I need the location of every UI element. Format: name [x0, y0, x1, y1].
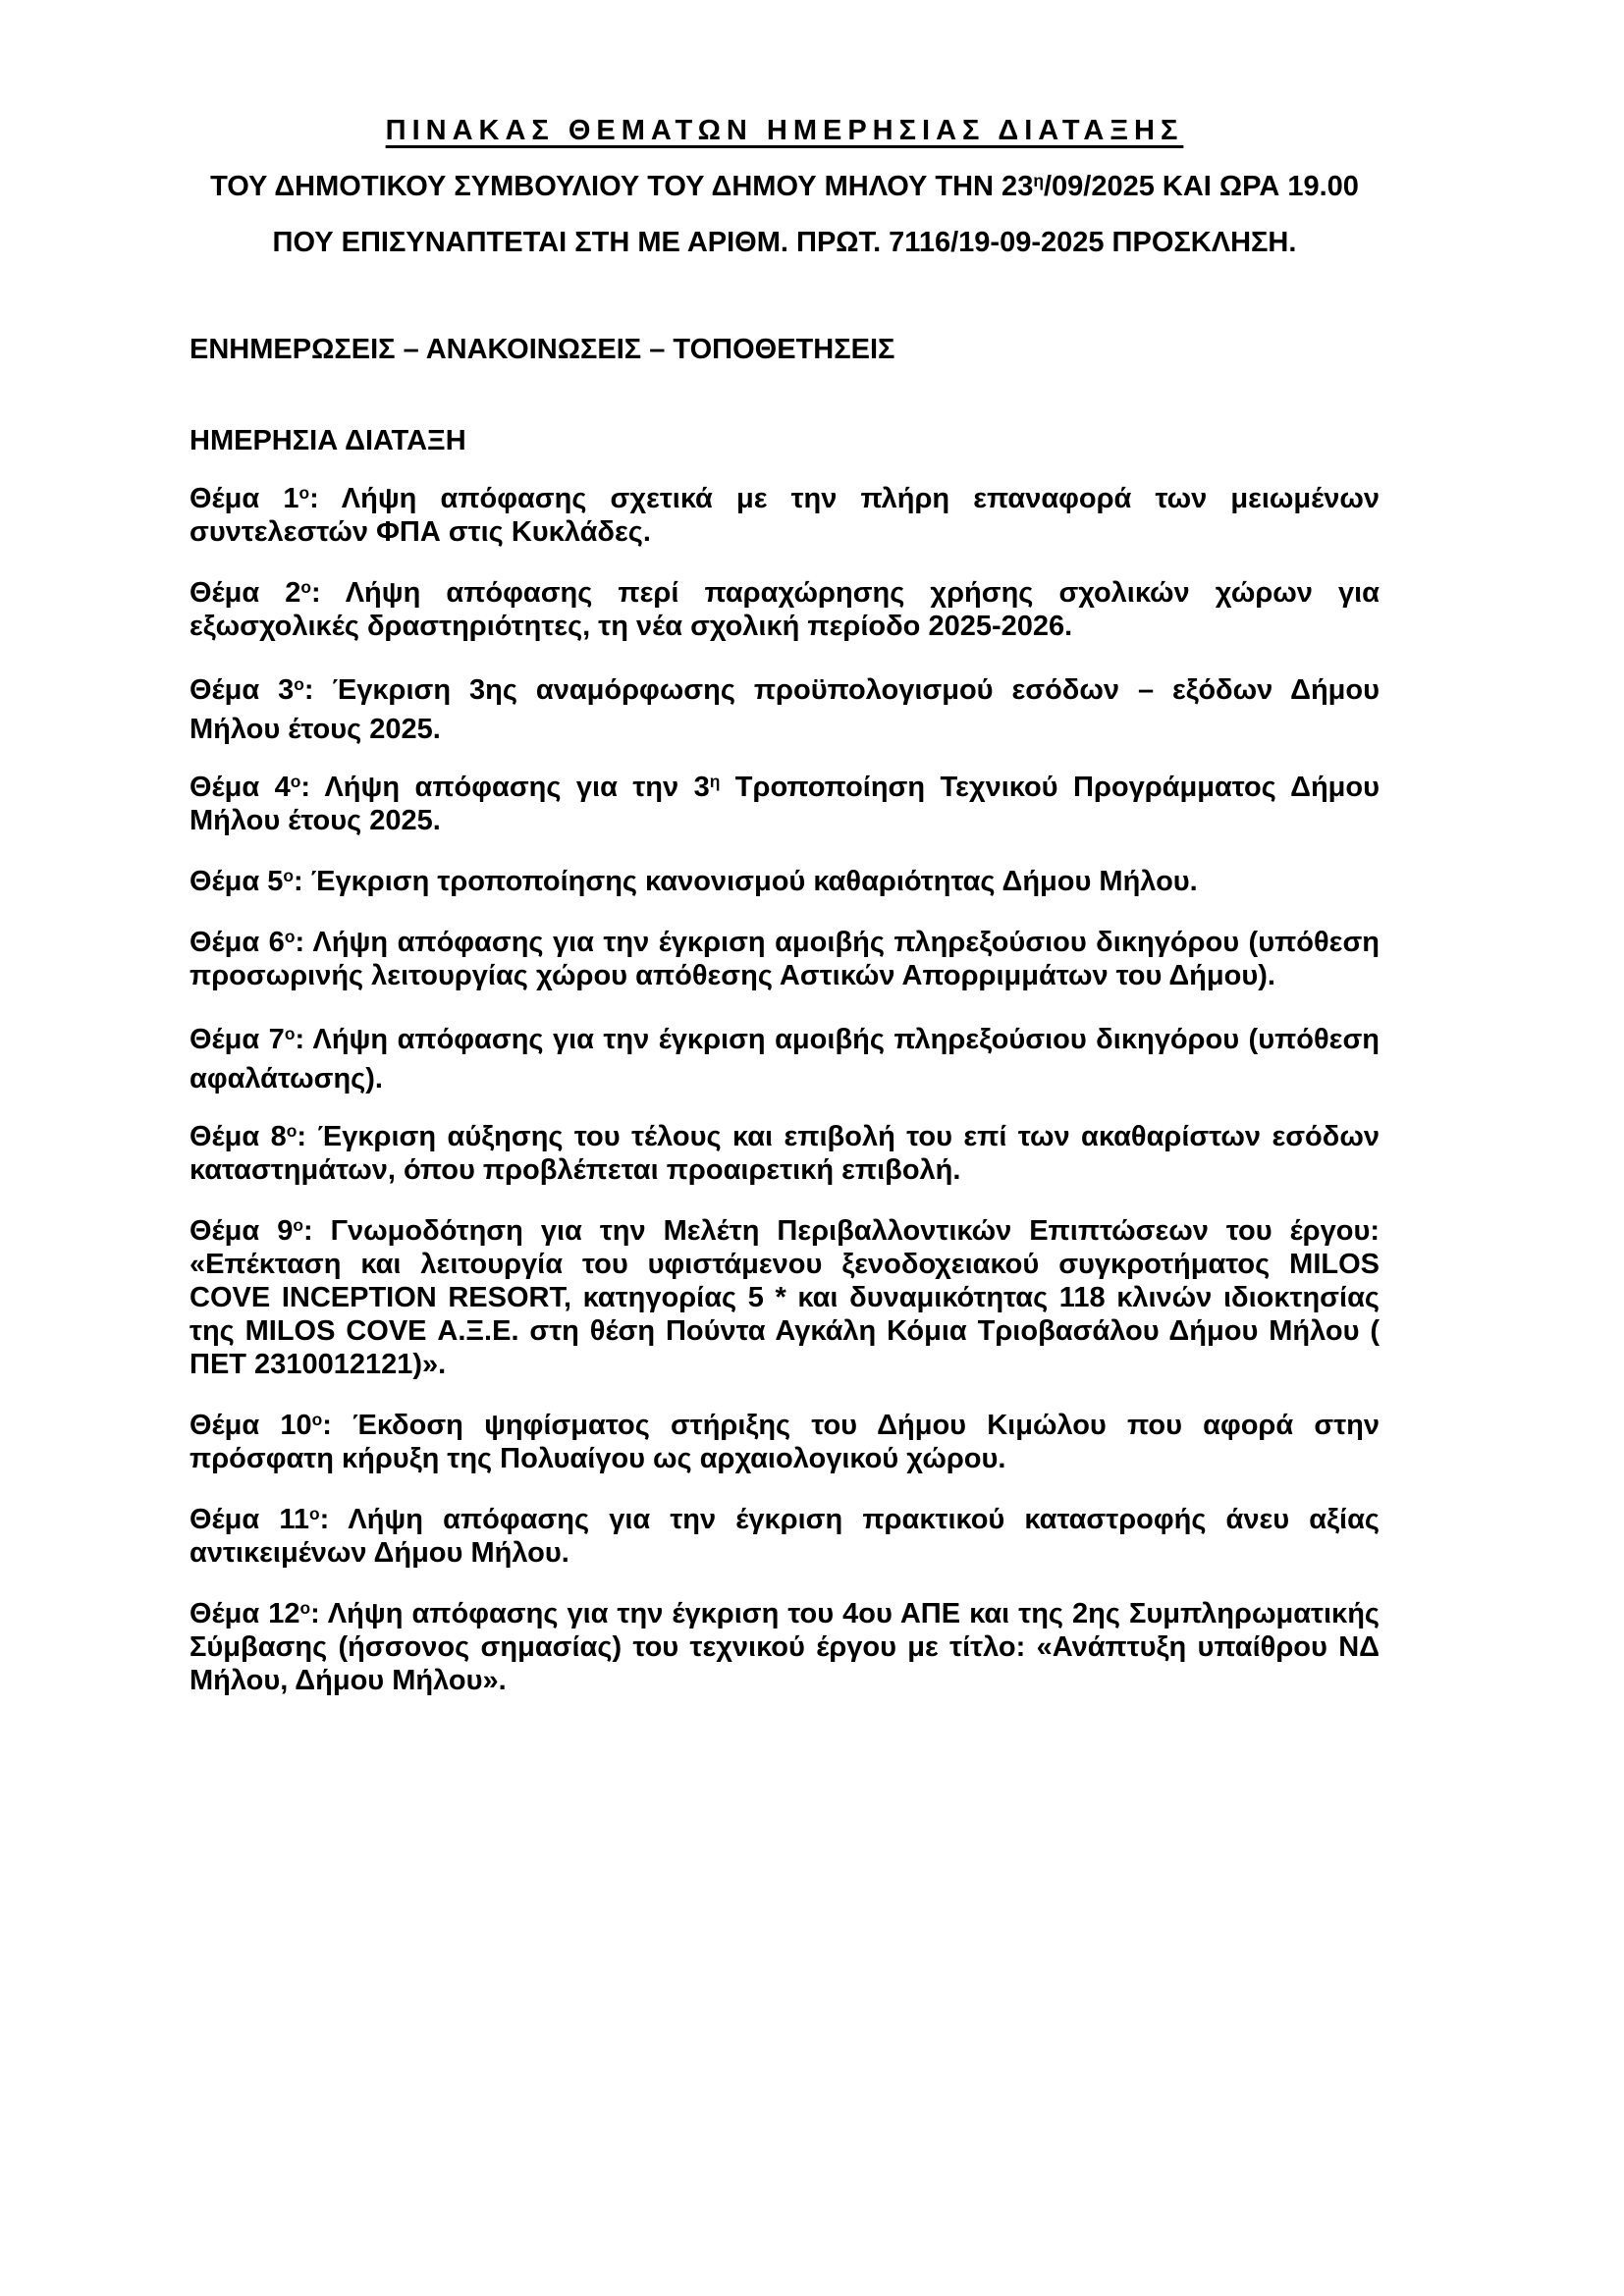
agenda-item-9: Θέμα $9^o$: Γνωμοδότηση για την Μελέτη Περιβαλλοντικών Επιπτώσεων του έργου: «Επέκταση και λειτουργία του υφιστάμενου ξενοδοχειακού συγκροτήματος MILOS COVE INCEPTION RESORT, κατηγορίας 5 * και δυναμικότητας 118 κλινών ιδιοκτησίας της MILOS COVE Α.Ξ.Ε. στη θέση Πούντα Αγκάλη Κόμια Τριοβασάλου Δήμου Μήλου ( ΠΕΤ 2310012121)».	[189, 1215, 1380, 1380]
agenda-item-2: Θέμα $2^o$: Λήψη απόφασης περί παραχώρησης χρήσης σχολικών χώρων για εξωσχολικές δραστηριότητες, τη νέα σχολική περίοδο 2025-2026.	[189, 577, 1380, 642]
protocol-reference-line: ΠΟΥ ΕΠΙΣΥΝΑΠΤΕΤΑΙ ΣΤΗ ΜΕ ΑΡΙΘΜ. ΠΡΩΤ. 7116/19-09-2025 ΠΡΟΣΚΛΗΣΗ.	[272, 227, 1297, 258]
meeting-info-line: ΤΟΥ ΔΗΜΟΤΙΚΟΥ ΣΥΜΒΟΥΛΙΟΥ ΤΟΥ ΔΗΜΟΥ ΜΗΛΟΥ ΤΗΝ $23^\eta/09/2025$ ΚΑΙ ΩΡΑ 19.00	[210, 171, 1359, 202]
agenda-item-6: Θέμα $6^o$: Λήψη απόφασης για την έγκριση αμοιβής πληρεξούσιου δικηγόρου (υπόθεση προσωρινής λειτουργίας χώρου απόθεσης Αστικών Απορριμμάτων του Δήμου).	[189, 927, 1380, 991]
section-header-announcements: ΕΝΗΜΕΡΩΣΕΙΣ – ΑΝΑΚΟΙΝΩΣΕΙΣ – ΤΟΠΟΘΕΤΗΣΕΙΣ	[189, 334, 895, 365]
agenda-item-12: Θέμα $12^o$: Λήψη απόφασης για την έγκριση του 4ου ΑΠΕ και της 2ης Συμπληρωματικής Σύμβασης (ήσσονος σημασίας) του τεχνικού έργου με τίτλο: «Ανάπτυξη υπαίθρου ΝΔ Μήλου, Δήμου Μήλου».	[189, 1598, 1380, 1696]
agenda-item-11: Θέμα $11^o$: Λήψη απόφασης για την έγκριση πρακτικού καταστροφής άνευ αξίας αντικειμένων Δήμου Μήλου.	[189, 1504, 1380, 1569]
document-title: ΠΙΝΑΚΑΣ ΘΕΜΑΤΩΝ ΗΜΕΡΗΣΙΑΣ ΔΙΑΤΑΞΗΣ	[385, 115, 1184, 146]
section-header-agenda: ΗΜΕΡΗΣΙΑ ΔΙΑΤΑΞΗ	[189, 425, 466, 456]
agenda-item-10: Θέμα $10^o$: Έκδοση ψηφίσματος στήριξης του Δήμου Κιμώλου που αφορά στην πρόσφατη κήρυξη της Πολυαίγου ως αρχαιολογικού χώρου.	[189, 1410, 1380, 1474]
agenda-item-7: Θέμα $7^o$: Λήψη απόφασης για την έγκριση αμοιβής πληρεξούσιου δικηγόρου (υπόθεση αφαλάτωσης).	[189, 1024, 1380, 1095]
agenda-item-5: Θέμα $5^o$: Έγκριση τροποποίησης κανονισμού καθαριότητας Δήμου Μήλου.	[189, 866, 1198, 897]
agenda-item-1: Θέμα $1^o$: Λήψη απόφασης σχετικά με την πλήρη επαναφορά των μειωμένων συντελεστών ΦΠΑ στις Κυκλάδες.	[189, 483, 1380, 548]
agenda-item-8: Θέμα $8^o$: Έγκριση αύξησης του τέλους και επιβολή του επί των ακαθαρίστων εσόδων καταστημάτων, όπου προβλέπεται προαιρετική επιβολή.	[189, 1121, 1380, 1186]
document-content	[189, 114, 1380, 1725]
agenda-item-4: Θέμα $4^o$: Λήψη απόφασης για την $3^\eta$ Τροποποίηση Τεχνικού Προγράμματος Δήμου Μήλου έτους 2025.	[189, 772, 1380, 836]
agenda-item-3: Θέμα $3^o$: Έγκριση 3ης αναμόρφωσης προϋπολογισμού εσόδων – εξόδων Δήμου Μήλου έτους 2025.	[189, 674, 1380, 745]
